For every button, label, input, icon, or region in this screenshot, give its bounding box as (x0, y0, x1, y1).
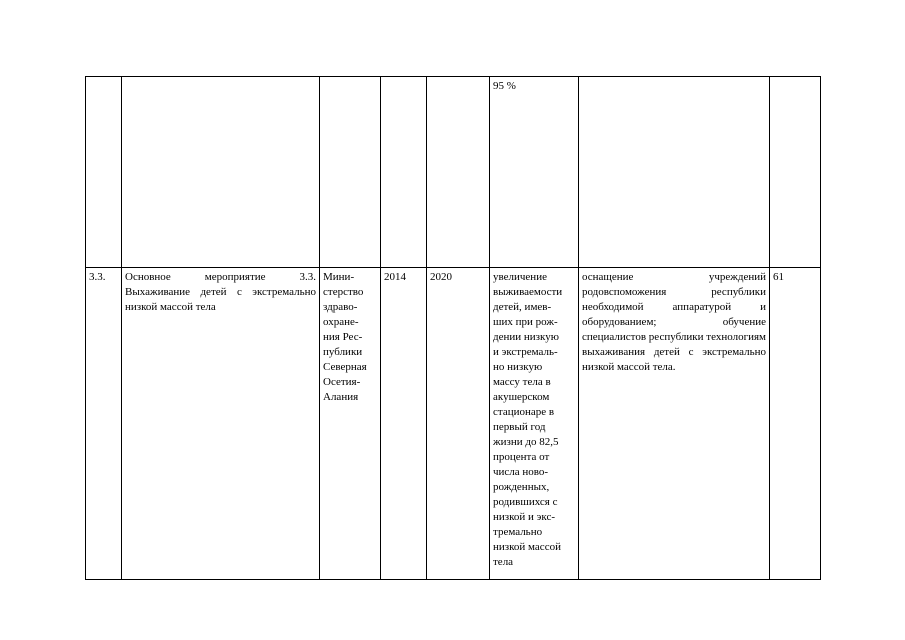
result-line: массу тела в (493, 376, 551, 388)
result-line: стационаре в (493, 406, 555, 418)
executor-line: Алания (323, 391, 359, 403)
result-line: увеличение (493, 271, 547, 283)
executor-line: публики (323, 346, 363, 358)
result-line: первый год (493, 421, 546, 433)
result-line: но низкую (493, 361, 543, 373)
end-year (427, 77, 490, 268)
event-name (122, 77, 320, 268)
reference: 61 (770, 268, 821, 580)
result-line: детей, имев- (493, 301, 552, 313)
program-table (85, 76, 821, 580)
start-year (381, 77, 427, 268)
expected-result (490, 268, 579, 580)
event-content (579, 77, 770, 268)
expected-result (490, 77, 579, 268)
event-name: Основное мероприятие 3.3. Выхаживание детей с экстремально низкой массой тела (122, 268, 320, 580)
table-row (86, 77, 821, 268)
result-line: низкой и экс- (493, 511, 556, 523)
result-line: родившихся с (493, 496, 558, 508)
result-line: рожденных, (493, 481, 550, 493)
result-line: дении низкую (493, 331, 559, 343)
reference (770, 77, 821, 268)
result-line: акушерском (493, 391, 550, 403)
result-line: тремально (493, 526, 543, 538)
result-line: ших при рож- (493, 316, 558, 328)
result-line: тела (493, 556, 514, 568)
row-number: 3.3. (86, 268, 122, 580)
executor (320, 268, 381, 580)
executor-line: Мини- (323, 271, 355, 283)
end-year: 2020 (427, 268, 490, 580)
executor-line: Осетия- (323, 376, 361, 388)
result-line: и экстремаль- (493, 346, 558, 358)
result-line: числа ново- (493, 466, 549, 478)
result-line: выживаемости (493, 286, 563, 298)
executor-line: стерство (323, 286, 364, 298)
row-number (86, 77, 122, 268)
executor-line: Северная (323, 361, 367, 373)
result-line: 95 % (493, 80, 516, 92)
executor-line: здраво- (323, 301, 358, 313)
result-line: процента от (493, 451, 550, 463)
executor-line: охране- (323, 316, 359, 328)
result-line: жизни до 82,5 (493, 436, 559, 448)
result-line: низкой массой (493, 541, 561, 553)
table-row (86, 268, 821, 580)
start-year: 2014 (381, 268, 427, 580)
event-content: оснащение учреждений родовспоможения республики необходимой аппаратурой и оборудованием; обучение специалистов республики технологиям выхаживания детей с экстремально низкой массой тела. (579, 268, 770, 580)
executor-line: ния Рес- (323, 331, 363, 343)
executor (320, 77, 381, 268)
